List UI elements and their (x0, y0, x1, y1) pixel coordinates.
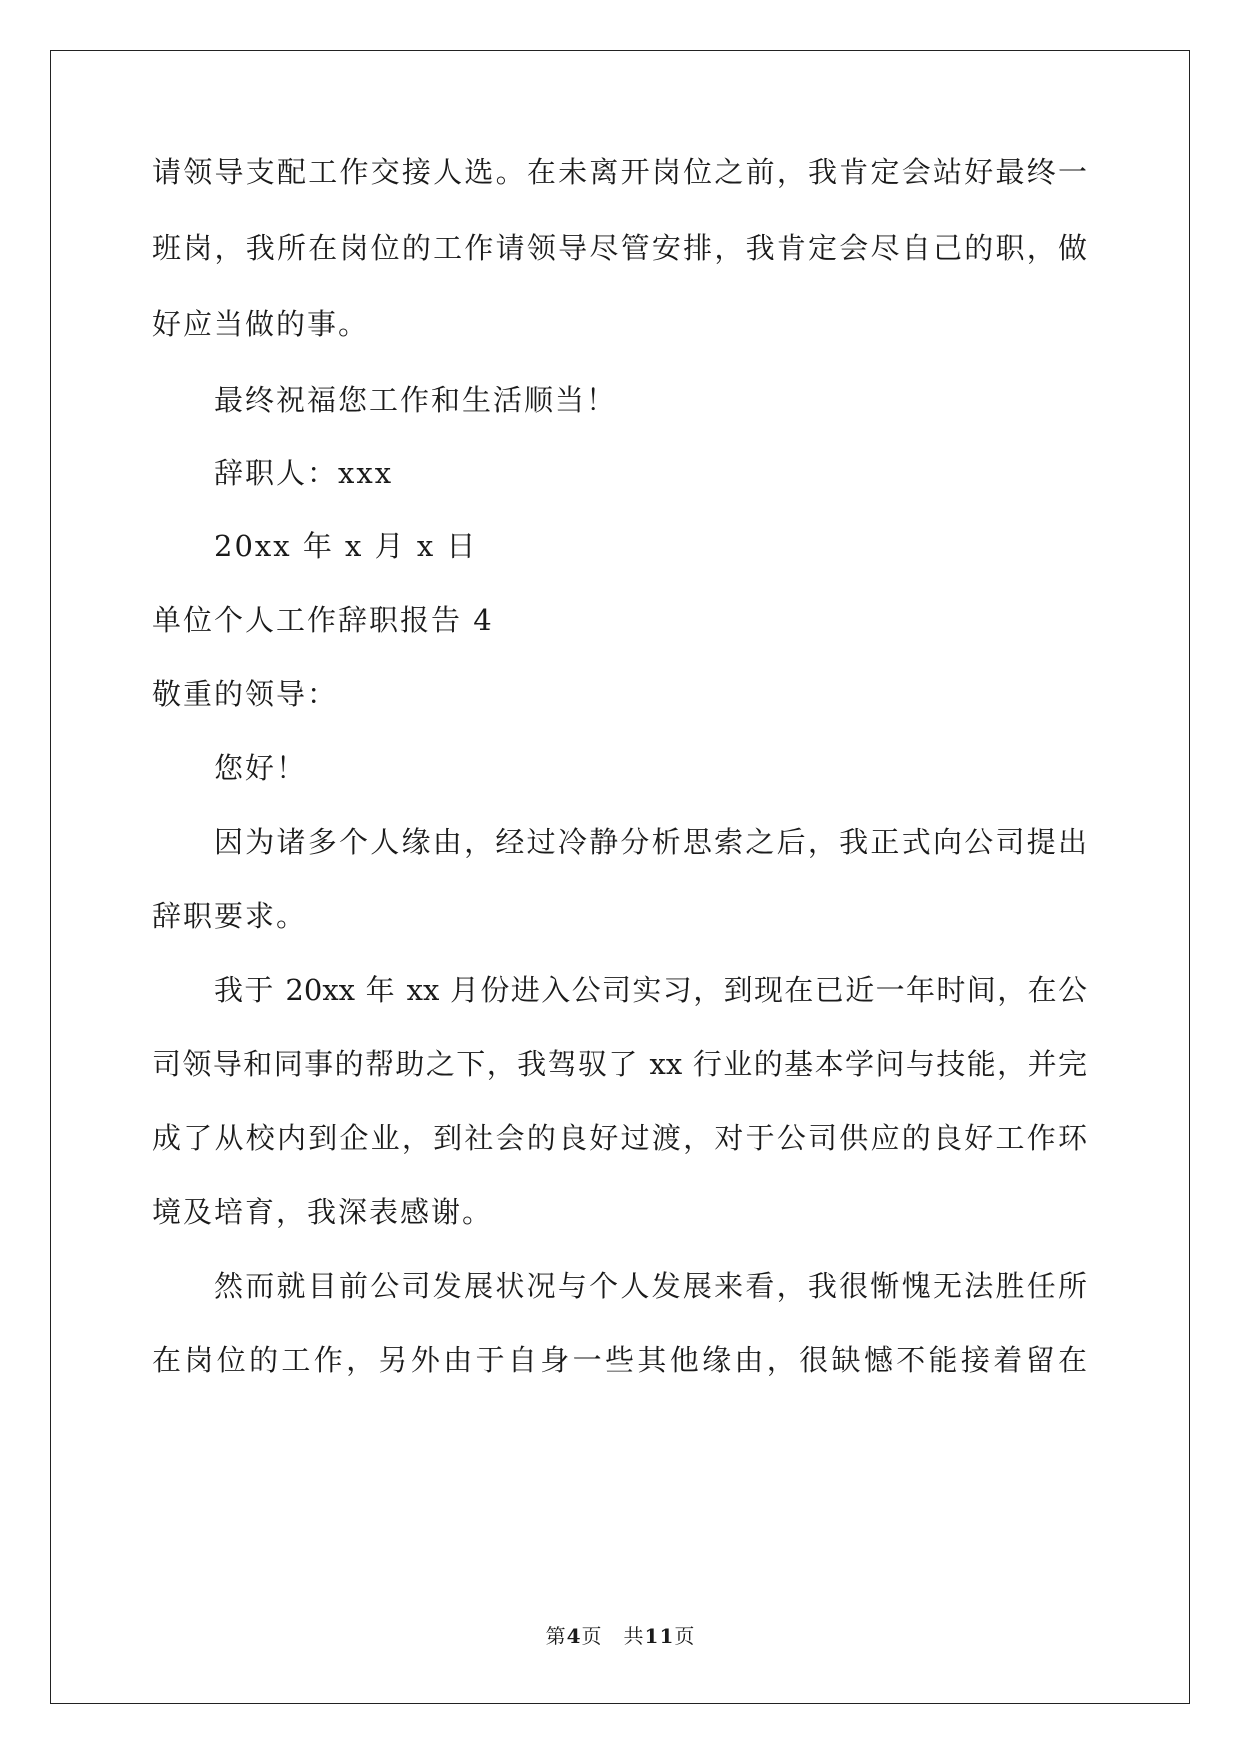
paragraph-line: 班岗，我所在岗位的工作请领导尽管安排，我肯定会尽自己的职，做 (152, 231, 1087, 265)
paragraph-line: 辞职要求。 (152, 899, 308, 933)
paragraph-line: 境及培育，我深表感谢。 (152, 1195, 494, 1229)
paragraph-line: 我于 20xx 年 xx 月份进入公司实习，到现在已近一年时间，在公 (214, 973, 1087, 1007)
page-footer (0, 1620, 1241, 1649)
page-border (50, 50, 1190, 1704)
paragraph-line: 成了从校内到企业，到社会的良好过渡，对于公司供应的良好工作环 (152, 1121, 1087, 1155)
footer-page-total: 11 (644, 1624, 675, 1648)
footer-page-suffix: 页 (674, 1624, 696, 1648)
paragraph-line: 在岗位的工作，另外由于自身一些其他缘由，很缺憾不能接着留在 (152, 1343, 1087, 1377)
paragraph-line: 司领导和同事的帮助之下，我驾驭了 xx 行业的基本学问与技能，并完 (152, 1047, 1087, 1081)
closing-wish: 最终祝福您工作和生活顺当！ (214, 383, 618, 417)
paragraph-line: 然而就目前公司发展状况与个人发展来看，我很惭愧无法胜任所 (214, 1269, 1087, 1303)
section-title: 单位个人工作辞职报告 4 (152, 603, 494, 637)
signature-line: 辞职人：xxx (214, 456, 394, 490)
salutation: 敬重的领导： (152, 677, 339, 711)
greeting: 您好！ (214, 751, 308, 785)
paragraph-line: 请领导支配工作交接人选。在未离开岗位之前，我肯定会站好最终一 (152, 155, 1087, 189)
date-line: 20xx 年 x 月 x 日 (214, 529, 478, 563)
footer-page-mid: 页 共 (581, 1624, 645, 1648)
paragraph-line: 好应当做的事。 (152, 307, 370, 341)
footer-page-prefix: 第 (545, 1624, 567, 1648)
footer-page-current: 4 (566, 1624, 582, 1648)
paragraph-line: 因为诸多个人缘由，经过冷静分析思索之后，我正式向公司提出 (214, 825, 1087, 859)
